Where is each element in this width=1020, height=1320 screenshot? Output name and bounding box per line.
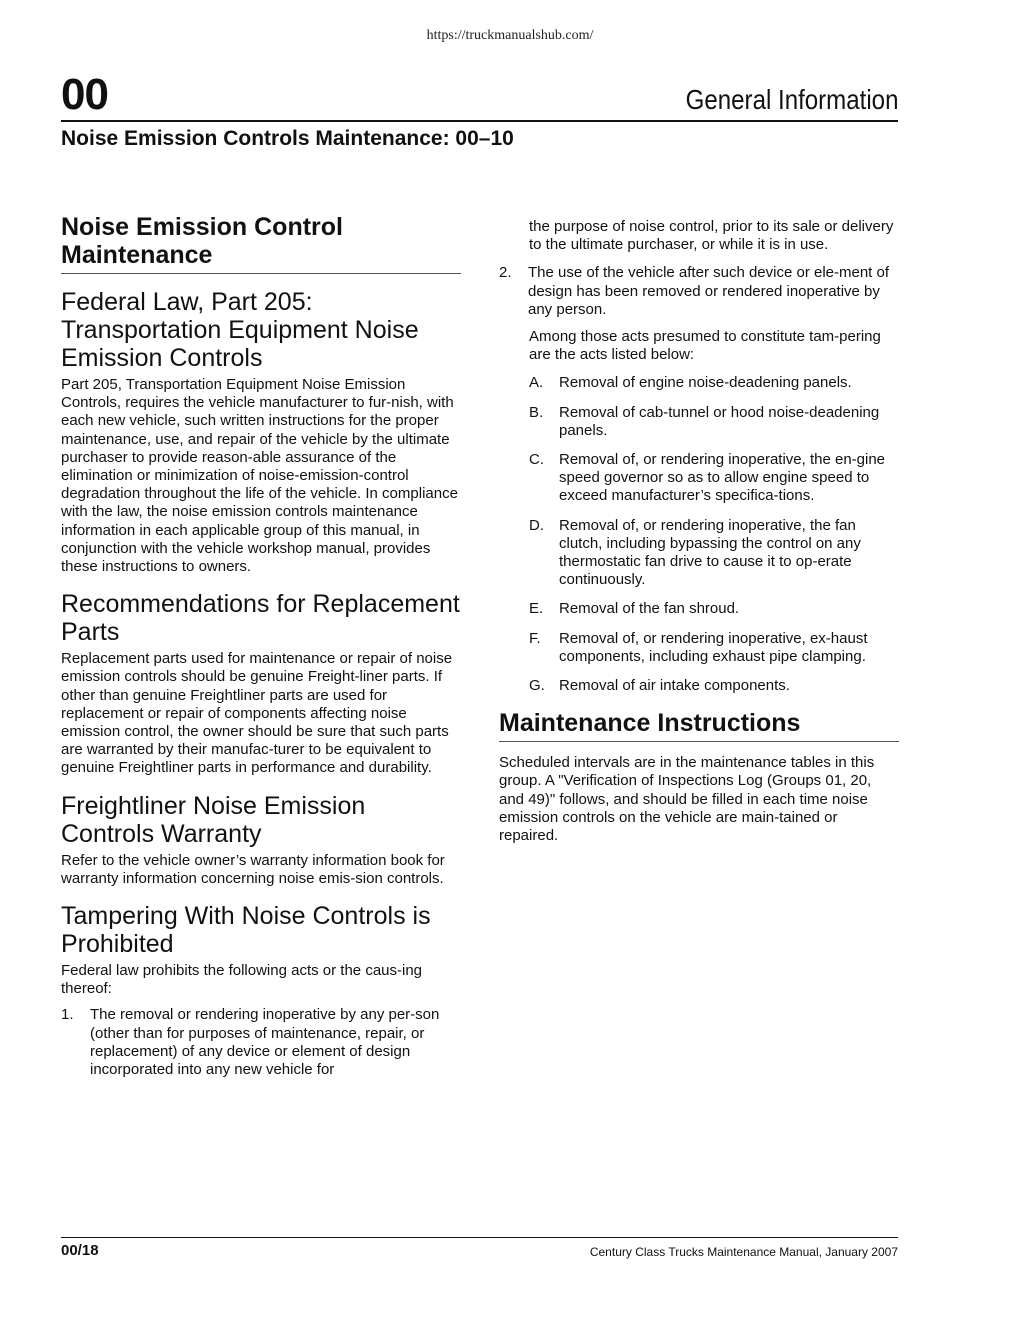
list-item-letter: E. bbox=[529, 600, 544, 618]
list-item bbox=[529, 404, 899, 440]
page-subtitle: Noise Emission Controls Maintenance: 00–10 bbox=[61, 127, 514, 150]
list-item-text: Removal of engine noise-deadening panels. bbox=[559, 374, 852, 392]
list-item bbox=[529, 517, 899, 590]
list-item-text: The use of the vehicle after such device or ele-ment of design has been removed or rendered inoperative by any person. bbox=[528, 264, 890, 318]
section-heading-federal-law: Federal Law, Part 205: Transportation Equipment Noise Emission Controls bbox=[61, 288, 419, 372]
list-item-letter: D. bbox=[529, 516, 544, 534]
list-item-text: Removal of cab-tunnel or hood noise-deadening panels. bbox=[559, 403, 880, 439]
list-item-letter: C. bbox=[529, 451, 544, 469]
paragraph-federal-law: Part 205, Transportation Equipment Noise Emission Controls, requires the vehicle manufacturer to fur-nish, with each new vehicle, such written instructions for the proper maintenance, use, and repair of the vehicle by the ultimate purchaser to provide reason-able assurance of the elimination or minimization of noise-emission-control degradation throughout the life of the vehicle. In compliance with the law, the noise emission controls maintenance information in each applicable group of this manual, in conjunction with the vehicle workshop manual, provides these instructions to owners. bbox=[61, 376, 458, 576]
list-item-letter: F. bbox=[529, 629, 541, 647]
list-item-number: 1. bbox=[61, 1006, 74, 1024]
tampering-acts-intro: Among those acts presumed to constitute tam-pering are the acts listed below: bbox=[529, 328, 881, 364]
page-number: 00/18 bbox=[61, 1242, 99, 1259]
list-item-text: Removal of air intake components. bbox=[559, 677, 790, 695]
section-heading-warranty: Freightliner Noise Emission Controls Warranty bbox=[61, 791, 366, 848]
footer-rule bbox=[61, 1237, 898, 1238]
list-item-letter: A. bbox=[529, 374, 544, 392]
paragraph-replacement-parts: Replacement parts used for maintenance or repair of noise emission controls should be genuine Freight-liner parts. If other than genuine Freightliner parts are used for replacement or repair of components affecting noise emission control, the owner should be sure that such parts are warranted by their manufac-turer to be equivalent to genuine Freightliner parts in performance and durability. bbox=[61, 650, 453, 777]
section-heading-tampering: Tampering With Noise Controls is Prohibited bbox=[61, 902, 431, 959]
source-url[interactable]: https://truckmanualshub.com/ bbox=[426, 28, 594, 43]
list-item bbox=[529, 600, 899, 618]
list-item-text: Removal of, or rendering inoperative, the fan clutch, including bypassing the control on any thermostatic fan drive to cause it to op-erate continuously. bbox=[559, 516, 861, 589]
list-item bbox=[499, 264, 899, 319]
list-item bbox=[529, 630, 899, 666]
chapter-title: General Information bbox=[685, 84, 898, 115]
section-heading-noise-emission-control-maintenance: Noise Emission Control Maintenance bbox=[61, 213, 461, 274]
paragraph-maintenance-instructions: Scheduled intervals are in the maintenance tables in this group. A "Verification of Inspections Log (Groups 01, 20, and 49)" follows, and should be filled in each time noise emission controls on the vehicle are main-tained or repaired. bbox=[499, 754, 875, 845]
list-item bbox=[61, 1006, 461, 1079]
list-item bbox=[529, 374, 899, 392]
list-item-text: Removal of the fan shroud. bbox=[559, 600, 740, 618]
paragraph-tampering: Federal law prohibits the following acts or the caus-ing thereof: bbox=[61, 962, 423, 998]
left-column bbox=[61, 213, 461, 1088]
list-item-text: Removal of, or rendering inoperative, ex-haust components, including exhaust pipe clamping. bbox=[559, 629, 868, 665]
list-item bbox=[529, 451, 899, 506]
section-heading-replacement-parts: Recommendations for Replacement Parts bbox=[61, 590, 460, 647]
list-item-text: The removal or rendering inoperative by any per-son (other than for purposes of maintenance, repair, or replacement) of any device or element of design incorporated into any new vehicle for bbox=[90, 1006, 440, 1079]
manual-title: Century Class Trucks Maintenance Manual, January 2007 bbox=[589, 1245, 898, 1259]
paragraph-warranty: Refer to the vehicle owner’s warranty information book for warranty information concerning noise emis-sion controls. bbox=[61, 851, 445, 887]
list-item-number: 2. bbox=[499, 264, 512, 282]
section-heading-maintenance-instructions: Maintenance Instructions bbox=[499, 709, 899, 742]
right-column bbox=[499, 218, 899, 853]
list-item bbox=[529, 677, 899, 695]
list-item-text: Removal of, or rendering inoperative, the en-gine speed governor so as to allow engine speed to exceed manufacturer’s specifica-tions. bbox=[559, 451, 886, 505]
header-rule bbox=[61, 120, 898, 122]
list-item-continuation: the purpose of noise control, prior to its sale or delivery to the ultimate purchaser, or while it is in use. bbox=[529, 218, 894, 254]
list-item-letter: G. bbox=[529, 677, 545, 695]
list-item-letter: B. bbox=[529, 403, 544, 421]
chapter-number: 00 bbox=[61, 70, 108, 119]
